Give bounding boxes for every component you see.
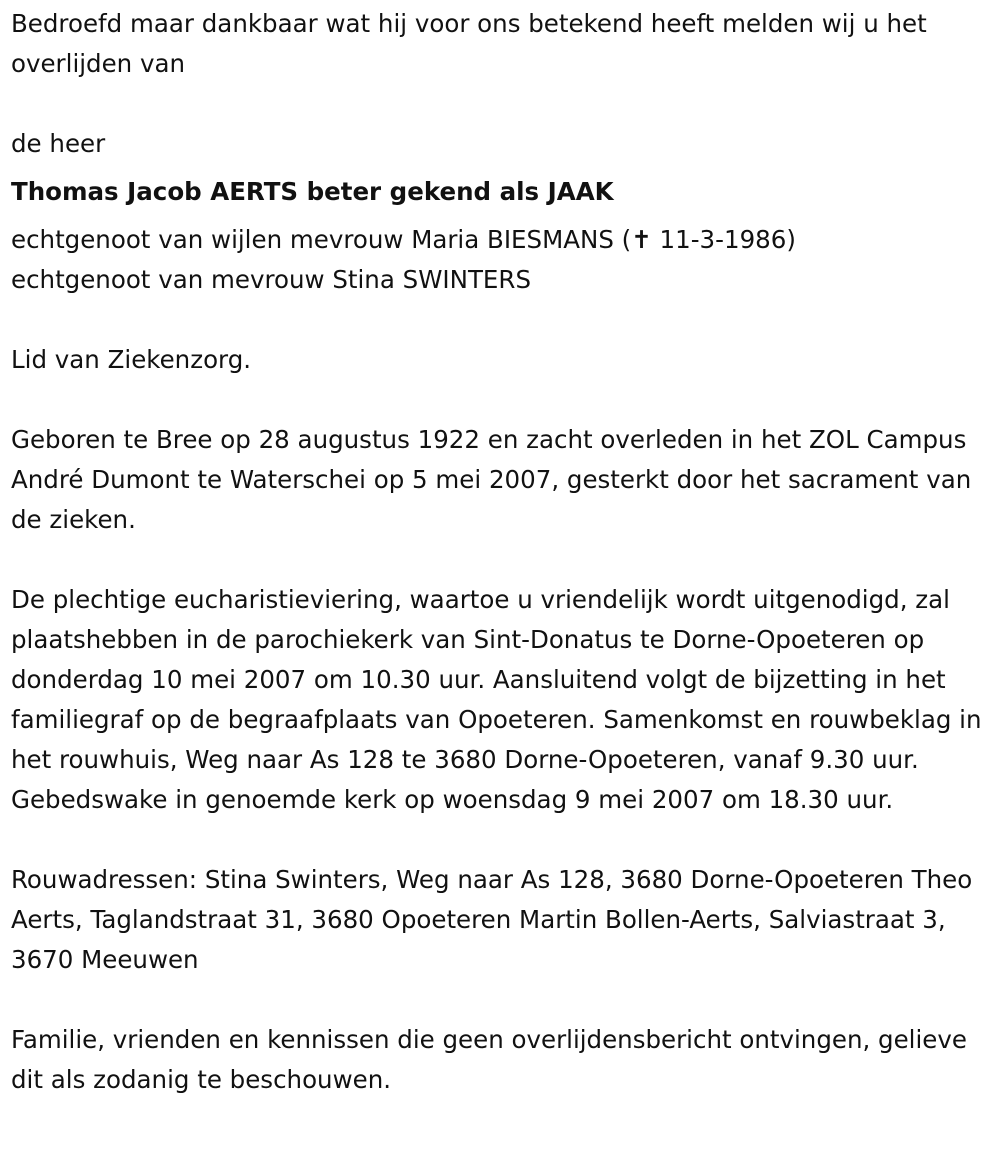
ceremony-paragraph: De plechtige eucharistieviering, waartoe u vriendelijk wordt uitgenodigd, zal plaatshebben in de parochiekerk van Sint-Donatus te Dorne-Opoeteren op donderdag 10 mei 2007 om 10.30 uur. Aansluitend volgt de bijzetting in het familiegraf op de begraafplaats van Opoeteren. Samenkomst en rouwbeklag in het rouwhuis, Weg naar As 128 te 3680 Dorne-Opoeteren, vanaf 9.30 uur. Gebedswake in genoemde kerk op woensdag 9 mei 2007 om 18.30 uur. xyxy=(11,585,982,814)
deceased-name: Thomas Jacob AERTS beter gekend als JAAK xyxy=(11,177,614,206)
addresses-paragraph: Rouwadressen: Stina Swinters, Weg naar As 128, 3680 Dorne-Opoeteren Theo Aerts, Taglandstraat 31, 3680 Opoeteren Martin Bollen-Aerts, Salviastraat 3, 3670 Meeuwen xyxy=(11,865,973,974)
obituary-text xyxy=(11,4,993,1100)
spouse-current-line: echtgenoot van mevrouw Stina SWINTERS xyxy=(11,265,531,294)
spacer xyxy=(11,540,993,580)
spacer xyxy=(11,84,993,124)
spacer xyxy=(11,820,993,860)
membership-line: Lid van Ziekenzorg. xyxy=(11,345,252,374)
closing-paragraph: Familie, vrienden en kennissen die geen overlijdensbericht ontvingen, gelieve dit als zodanig te beschouwen. xyxy=(11,1025,967,1094)
spacer xyxy=(11,300,993,340)
intro-paragraph: Bedroefd maar dankbaar wat hij voor ons betekend heeft melden wij u het overlijden van xyxy=(11,9,927,78)
spouse-late-line xyxy=(11,220,993,260)
cross-icon: ✝ xyxy=(631,225,652,254)
spouse-late-date: 11-3-1986) xyxy=(651,225,796,254)
spacer xyxy=(11,980,993,1020)
spouse-late-text: echtgenoot van wijlen mevrouw Maria BIESMANS ( xyxy=(11,225,632,254)
birth-death-paragraph: Geboren te Bree op 28 augustus 1922 en zacht overleden in het ZOL Campus André Dumont te Waterschei op 5 mei 2007, gesterkt door het sacrament van de zieken. xyxy=(11,425,972,534)
spacer xyxy=(11,380,993,420)
title-line: de heer xyxy=(11,129,106,158)
